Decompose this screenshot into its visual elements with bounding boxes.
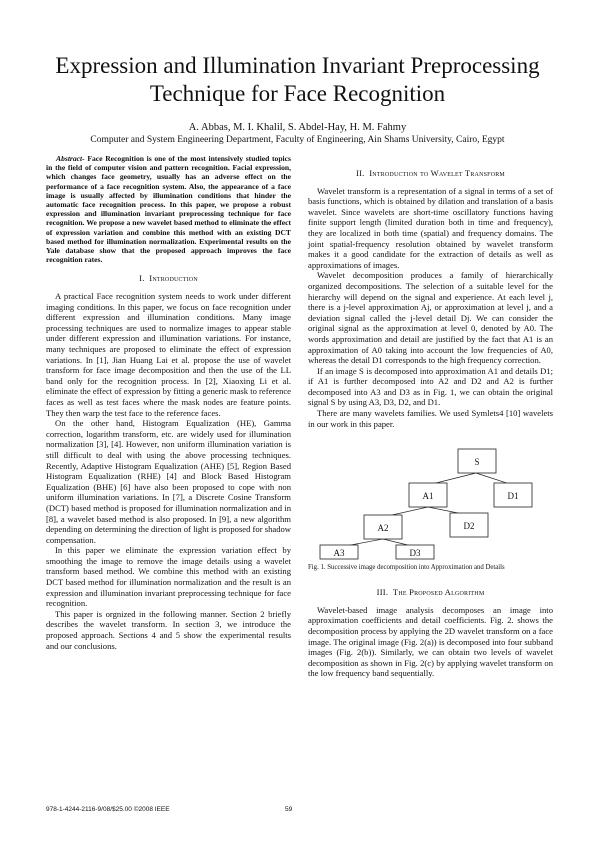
paragraph: This paper is orgnized in the following manner. Section 2 briefly describes the wavelet transform. In section 3, we introduce the proposed approach. Sections 4 and 5 show the experimental results and our conclusions. bbox=[46, 608, 291, 651]
abstract-text: Face Recognition is one of the most intensively studied topics in the field of computer vision and pattern recognition. Facial expression, which changes face geometry, usually has an adverse effect on the performance of a face recognition system. Also, the appearance of a face image is usually affected by illumination conditions that hinder the automatic face recognition process. In this paper, we propose a robust expression and illumination invariant preprocessing technique for face recognition. We propose a new wavelet based method to eliminate the effect of expression variation and combine this method with an existing DCT based method for illumination normalization. Experimental results on the Yale database show that the proposed approach improves the face recognition rates. bbox=[46, 154, 291, 265]
paragraph: Wavelet-based image analysis decomposes an image into approximation coefficients and detail coefficients. Fig. 2. shows the decomposition process by applying the 2D wavelet transform on a face image. The original image (Fig. 2(a)) is decomposed into four subband images (Fig. 2(b)). Similarly, we can obtain two levels of wavelet decomposition as shown in Fig. 2(c) by applying wavelet transform on the low frequency band sequentially. bbox=[308, 604, 553, 679]
node-a1-label: A1 bbox=[422, 491, 434, 502]
paragraph: If an image S is decomposed into approximation A1 and details D1; if A1 is further decomposed into A2 and D2 and A2 is further decomposed into A3 and D3 as in Fig. 1, we can obtain the original signal S by using A3, D3, D2, and D1. bbox=[308, 365, 553, 408]
affiliation: Computer and System Engineering Department, Faculty of Engineering, Ain Shams University, Cairo, Egypt bbox=[90, 135, 505, 145]
title-line-1: Expression and Illumination Invariant Preprocessing bbox=[55, 53, 540, 78]
section-title-1: Introduction bbox=[149, 273, 198, 284]
node-a3-label: A3 bbox=[333, 548, 345, 559]
section-number-2: II. bbox=[356, 168, 365, 178]
section-title-3: The Proposed Algorithm bbox=[392, 587, 485, 598]
paragraph: In this paper we eliminate the expression variation effect by smoothing the image to remove the image details using a wavelet transform based method. We combine this method with an existing DCT based method for illumination normalization and the result is an expression and illumination invariant preprocessing technique for face recognition. bbox=[46, 545, 291, 609]
node-s-label: S bbox=[474, 457, 480, 468]
paragraph: Wavelet transform is a representation of a signal in terms of a set of basis functions, which is obtained by dilation and translation of a basis wavelet. Since wavelets are short-time oscillatory functions having finite support length (limited duration both in time and frequency), they are localized in both time (spatial) and frequency domains. The joint spatial-frequency resolution obtained by wavelet transform makes it a good candidate for the extraction of details as well as approximations of images. bbox=[308, 185, 553, 270]
right-column bbox=[308, 154, 553, 679]
section-heading-3 bbox=[308, 587, 553, 598]
left-column bbox=[46, 154, 291, 651]
node-d1-label: D1 bbox=[507, 491, 519, 502]
paragraph: There are many wavelets families. We used Symlets4 [10] wavelets in our work in this paper. bbox=[308, 408, 553, 429]
figure-caption: Fig. 1. Successive image decomposition into Approximation and Details bbox=[308, 564, 505, 572]
section-heading-2 bbox=[308, 168, 553, 179]
node-d2-label: D2 bbox=[463, 521, 475, 532]
section-heading-1 bbox=[46, 273, 291, 284]
paper-title bbox=[20, 52, 575, 108]
node-d3-label: D3 bbox=[409, 548, 421, 559]
section-number-3: III. bbox=[376, 587, 389, 598]
paragraph: A practical Face recognition system needs to work under different imaging conditions. In this paper, we focus on face recognition under different expression and illumination conditions. Many image processing techniques are used to normalize images to appear stable under different expression and illumination variations. For instance, many techniques are proposed to eliminate the effect of expression variations. In [1], Jian Huang Lai et al. propose the use of wavelet transform for face image decomposition and then the use of the LL band only for the recognition process. In [2], Xiaoxing Li et al. eliminate the effect of expression by fitting a generic mask to reference faces as well as test faces where the mask nodes are feature points. They then warp the test face to the reference faces. bbox=[46, 291, 291, 418]
authors: A. Abbas, M. I. Khalil, S. Abdel-Hay, H. M. Fahmy bbox=[188, 122, 407, 133]
figure-1-decomposition-tree bbox=[308, 435, 553, 575]
tree-diagram bbox=[308, 435, 553, 560]
section-number-1: I. bbox=[139, 273, 145, 284]
node-a2-label: A2 bbox=[377, 523, 389, 534]
title-line-2: Technique for Face Recognition bbox=[149, 81, 446, 106]
page-number: 59 bbox=[285, 806, 293, 813]
abstract-label: Abstract- bbox=[56, 154, 85, 163]
footer-copyright: 978-1-4244-2116-9/08/$25.00 ©2008 IEEE bbox=[46, 806, 170, 813]
section-title-2: Introduction to Wavelet Transform bbox=[369, 168, 505, 178]
paragraph: On the other hand, Histogram Equalization (HE), Gamma correction, logarithm transform, etc. are widely used for illumination normalization [3], [4]. However, non uniform illumination variation is still difficult to deal with using the above processing techniques. Recently, Adaptive Histogram Equalization (AHE) [5], Region Based Histogram Equalization (RHE) [4] and Block Based Histogram Equalization (BHE) [6] have also been proposed to cope with non uniform illumination variations. In [7], a Discrete Cosine Transform (DCT) based method is proposed for illumination normalization and in [8], a wavelet based method is also proposed. In [9], a new algorithm depending on determining the direction of light is proposed for shadow compensation. bbox=[46, 418, 291, 545]
abstract bbox=[46, 154, 291, 264]
paragraph: Wavelet decomposition produces a family of hierarchically organized decompositions. The selection of a suitable level for the hierarchy will depend on the signal and experience. At each level j, there is a j-level approximation Aj, or approximation at level j, and a deviation signal called the j-level detail Dj. We can consider the original signal as the approximation at level 0, denoted by A0. The words approximation and detail are justified by the fact that A1 is an approximation of A0 taking into account the low frequencies of A0, whereas the detail D1 corresponds to the high frequency correction. bbox=[308, 270, 553, 366]
